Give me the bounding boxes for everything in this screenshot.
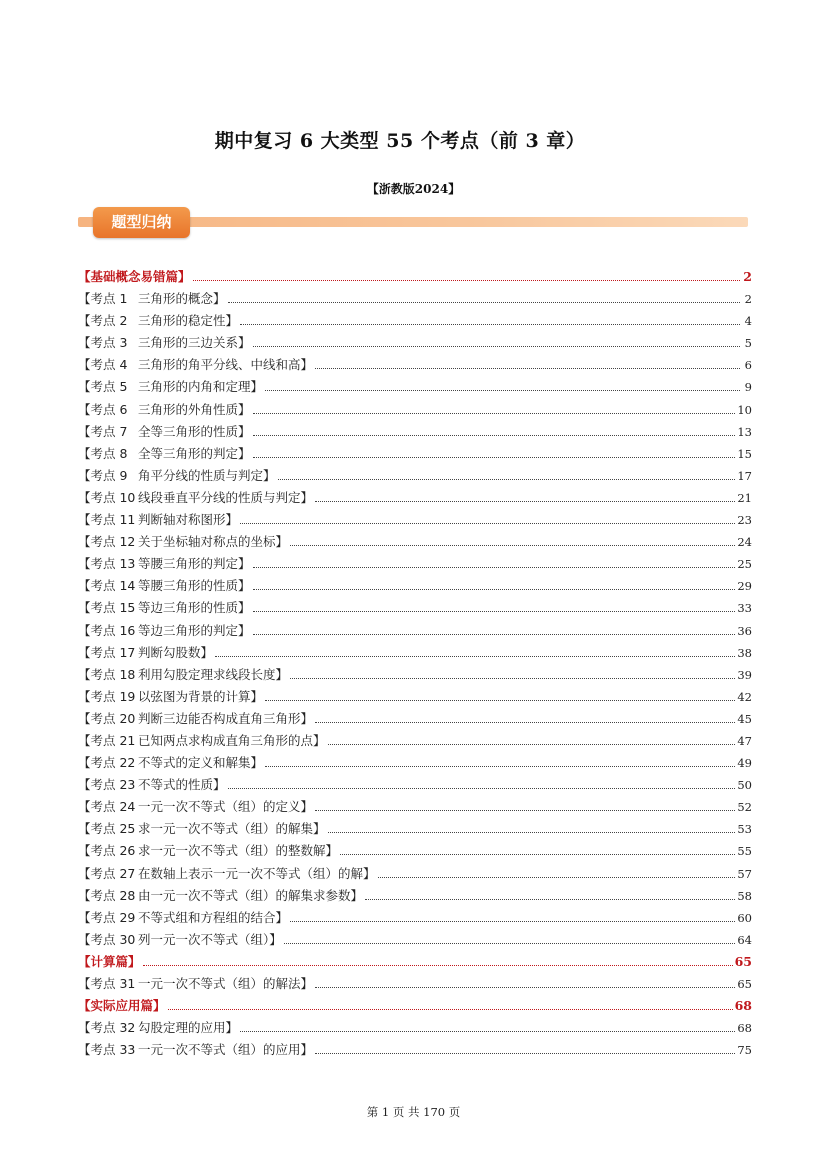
toc-item-row[interactable] [78, 576, 752, 598]
toc-section-row[interactable] [78, 996, 752, 1018]
toc-page-number: 17 [737, 468, 752, 483]
toc-item-title: 勾股定理的应用】 [138, 1020, 239, 1036]
toc-leader-dots [278, 470, 736, 480]
toc-item-row[interactable] [78, 665, 752, 687]
document-title: 期中复习 6 大类型 55 个考点（前 3 章） [214, 130, 586, 152]
toc-item-number: 【考点 15 [78, 600, 136, 616]
toc-page-number: 15 [737, 446, 752, 461]
toc-page-number: 21 [737, 490, 752, 505]
toc-page-number: 57 [737, 866, 752, 881]
toc-leader-dots [253, 625, 736, 635]
toc-item-title: 三角形的概念】 [138, 291, 226, 307]
toc-item-title: 判断轴对称图形】 [138, 512, 239, 528]
toc-page-number: 2 [743, 269, 752, 284]
toc-leader-dots [290, 912, 735, 922]
section-banner-label: 题型归纳 [93, 207, 190, 238]
toc-item-number: 【考点 27 [78, 865, 136, 881]
toc-item-row[interactable] [78, 621, 752, 643]
toc-item-number: 【考点 32 [78, 1020, 136, 1036]
toc-leader-dots [228, 779, 736, 789]
toc-page-number: 52 [737, 800, 752, 815]
toc-item-title: 一元一次不等式（组）的解法】 [138, 976, 314, 991]
toc-item-title: 求一元一次不等式（组）的解集】 [138, 821, 326, 837]
toc-leader-dots [253, 404, 736, 414]
toc-section-title: 【实际应用篇】 [78, 998, 166, 1014]
toc-page-number: 50 [737, 778, 752, 793]
toc-item-number: 【考点 28 [78, 887, 136, 903]
toc-leader-dots [240, 1022, 735, 1032]
toc-item-title: 线段垂直平分线的性质与判定】 [138, 489, 314, 505]
toc-item-row[interactable] [78, 1018, 752, 1040]
toc-leader-dots [168, 1000, 733, 1010]
toc-leader-dots [315, 492, 735, 502]
toc-item-row[interactable] [78, 775, 752, 797]
toc-item-number: 【考点 5 [78, 379, 128, 395]
toc-item-title: 等腰三角形的判定】 [138, 556, 251, 572]
toc-item-number: 【考点 19 [78, 688, 136, 704]
toc-item-row[interactable] [78, 598, 752, 620]
toc-item-title: 三角形的三边关系】 [138, 335, 251, 351]
toc-leader-dots [240, 315, 740, 325]
toc-item-number: 【考点 17 [78, 644, 136, 660]
toc-item-title: 求一元一次不等式（组）的整数解】 [138, 843, 339, 859]
toc-leader-dots [315, 978, 735, 988]
toc-page-number: 4 [744, 314, 752, 329]
toc-leader-dots [340, 845, 735, 855]
toc-item-title: 由一元一次不等式（组）的解集求参数】 [138, 887, 364, 903]
toc-item-row[interactable] [78, 886, 752, 908]
toc-leader-dots [193, 271, 740, 281]
toc-item-number: 【考点 10 [78, 489, 136, 505]
toc-item-number: 【考点 29 [78, 909, 136, 925]
toc-item-row[interactable] [78, 510, 752, 532]
toc-item-title: 以弦图为背景的计算】 [138, 688, 264, 704]
toc-section-row[interactable] [78, 267, 752, 289]
toc-page-number: 33 [737, 601, 752, 616]
toc-leader-dots [240, 514, 735, 524]
toc-page-number: 38 [737, 645, 752, 660]
toc-item-row[interactable] [78, 1040, 752, 1062]
toc-page-number: 23 [737, 513, 752, 528]
toc-item-number: 【考点 22 [78, 755, 136, 771]
toc-item-row[interactable] [78, 311, 752, 333]
toc-item-title: 等边三角形的判定】 [138, 622, 251, 638]
toc-item-title: 关于坐标轴对称点的坐标】 [138, 534, 289, 550]
toc-leader-dots [315, 801, 735, 811]
toc-page-number: 65 [734, 953, 752, 969]
page-footer: 第 1 页 共 170 页 [366, 1105, 461, 1119]
toc-page-number: 25 [737, 557, 752, 572]
toc-page-number: 6 [744, 358, 752, 373]
toc-page-number: 39 [737, 667, 752, 682]
toc-page-number: 29 [737, 579, 752, 594]
toc-leader-dots [265, 757, 735, 767]
toc-item-title: 列一元一次不等式（组）】 [138, 931, 282, 947]
toc-item-row[interactable] [78, 687, 752, 709]
toc-page-number: 53 [737, 822, 752, 837]
toc-item-row[interactable] [78, 333, 752, 355]
toc-item-number: 【考点 13 [78, 556, 136, 572]
toc-item-number: 【考点 4 [78, 357, 128, 373]
toc-leader-dots [253, 448, 736, 458]
toc-leader-dots [228, 293, 740, 303]
toc-item-title: 判断勾股数】 [138, 644, 214, 660]
toc-item-number: 【考点 8 [78, 445, 128, 461]
toc-leader-dots [265, 691, 735, 701]
toc-page-number: 9 [744, 380, 752, 395]
toc-item-title: 三角形的内角和定理】 [138, 379, 264, 395]
toc-page-number: 5 [744, 336, 752, 351]
toc-page-number: 13 [737, 424, 752, 439]
toc-item-number: 【考点 16 [78, 622, 136, 638]
toc-section-title: 【计算篇】 [78, 953, 141, 969]
toc-item-row[interactable] [78, 554, 752, 576]
toc-page-number: 75 [737, 1043, 752, 1058]
toc-item-title: 全等三角形的判定】 [138, 445, 251, 461]
toc-leader-dots [290, 669, 735, 679]
toc-item-row[interactable] [78, 930, 752, 952]
toc-leader-dots [290, 536, 735, 546]
toc-item-number: 【考点 23 [78, 777, 136, 793]
toc-item-number: 【考点 6 [78, 401, 128, 417]
toc-item-number: 【考点 9 [78, 467, 128, 483]
toc-item-row[interactable] [78, 422, 752, 444]
toc-leader-dots [265, 381, 740, 391]
toc-item-row[interactable] [78, 400, 752, 422]
toc-item-number: 【考点 3 [78, 335, 128, 351]
toc-item-row[interactable] [78, 643, 752, 665]
toc-item-row[interactable] [78, 709, 752, 731]
toc-leader-dots [328, 735, 736, 745]
toc-item-row[interactable] [78, 289, 752, 311]
toc-page-number: 68 [734, 998, 752, 1014]
toc-item-title: 等腰三角形的性质】 [138, 578, 251, 594]
toc-page-number: 10 [737, 402, 752, 417]
toc-leader-dots [284, 934, 736, 944]
toc-leader-dots [215, 647, 735, 657]
toc-item-row[interactable] [78, 488, 752, 510]
toc-item-row[interactable] [78, 797, 752, 819]
toc-item-title: 三角形的角平分线、中线和高】 [138, 357, 314, 373]
toc-page-number: 58 [737, 888, 752, 903]
toc-leader-dots [378, 868, 736, 878]
toc-item-number: 【考点 12 [78, 534, 136, 550]
toc-leader-dots [365, 890, 735, 900]
toc-item-row[interactable] [78, 753, 752, 775]
toc-item-title: 全等三角形的性质】 [138, 423, 251, 439]
toc-section-title: 【基础概念易错篇】 [78, 269, 191, 284]
toc-item-row[interactable] [78, 841, 752, 863]
toc-item-title: 判断三边能否构成直角三角形】 [138, 710, 314, 726]
toc-page-number: 47 [737, 733, 752, 748]
toc-item-number: 【考点 11 [78, 512, 136, 528]
toc-leader-dots [328, 823, 736, 833]
toc-page-number: 36 [737, 623, 752, 638]
toc-leader-dots [315, 1044, 735, 1054]
toc-item-number: 【考点 30 [78, 931, 136, 947]
toc-item-title: 三角形的稳定性】 [138, 313, 239, 329]
toc-item-title: 三角形的外角性质】 [138, 401, 251, 417]
toc-item-row[interactable] [78, 974, 752, 996]
toc-item-number: 【考点 25 [78, 821, 136, 837]
toc-item-title: 一元一次不等式（组）的应用】 [138, 1042, 314, 1058]
toc-item-number: 【考点 21 [78, 732, 136, 748]
toc-page-number: 65 [737, 977, 752, 991]
toc-item-title: 等边三角形的性质】 [138, 600, 251, 616]
toc-page-number: 49 [737, 756, 752, 771]
toc-item-title: 不等式的定义和解集】 [138, 755, 264, 771]
toc-item-number: 【考点 33 [78, 1042, 136, 1058]
toc-item-row[interactable] [78, 355, 752, 377]
toc-leader-dots [253, 337, 740, 347]
toc-leader-dots [315, 713, 735, 723]
toc-item-title: 角平分线的性质与判定】 [138, 467, 276, 483]
toc-item-row[interactable] [78, 377, 752, 399]
toc-leader-dots [143, 956, 733, 966]
toc-page-number: 2 [744, 292, 752, 307]
toc-leader-dots [253, 558, 736, 568]
toc-page-number: 45 [737, 711, 752, 726]
toc-item-title: 一元一次不等式（组）的定义】 [138, 799, 314, 815]
toc-item-number: 【考点 31 [78, 976, 136, 991]
toc-item-number: 【考点 14 [78, 578, 136, 594]
toc-item-row[interactable] [78, 532, 752, 554]
toc-item-row[interactable] [78, 444, 752, 466]
toc-page-number: 55 [737, 844, 752, 859]
toc-item-row[interactable] [78, 466, 752, 488]
toc-page-number: 24 [737, 535, 752, 550]
toc-page-number: 68 [737, 1021, 752, 1036]
toc-leader-dots [315, 359, 740, 369]
toc-item-number: 【考点 24 [78, 799, 136, 815]
toc-item-number: 【考点 18 [78, 666, 136, 682]
toc-page-number: 60 [737, 910, 752, 925]
toc-item-row[interactable] [78, 819, 752, 841]
toc-item-number: 【考点 2 [78, 313, 128, 329]
toc-item-number: 【考点 20 [78, 710, 136, 726]
toc-page-number: 64 [737, 932, 752, 947]
toc-leader-dots [253, 426, 736, 436]
edition-subtitle: 【浙教版2024】 [366, 182, 461, 196]
toc-section-row[interactable] [78, 952, 752, 974]
table-of-contents [78, 267, 752, 1062]
toc-item-row[interactable] [78, 864, 752, 886]
toc-item-title: 不等式的性质】 [138, 777, 226, 793]
toc-item-title: 不等式组和方程组的结合】 [138, 909, 289, 925]
toc-leader-dots [253, 580, 736, 590]
toc-item-title: 在数轴上表示一元一次不等式（组）的解】 [138, 865, 376, 881]
toc-item-number: 【考点 1 [78, 291, 128, 307]
toc-item-number: 【考点 7 [78, 423, 128, 439]
toc-item-number: 【考点 26 [78, 843, 136, 859]
toc-item-row[interactable] [78, 731, 752, 753]
toc-item-title: 已知两点求构成直角三角形的点】 [138, 732, 326, 748]
toc-item-row[interactable] [78, 908, 752, 930]
toc-leader-dots [253, 602, 736, 612]
toc-page-number: 42 [737, 689, 752, 704]
toc-item-title: 利用勾股定理求线段长度】 [138, 666, 289, 682]
